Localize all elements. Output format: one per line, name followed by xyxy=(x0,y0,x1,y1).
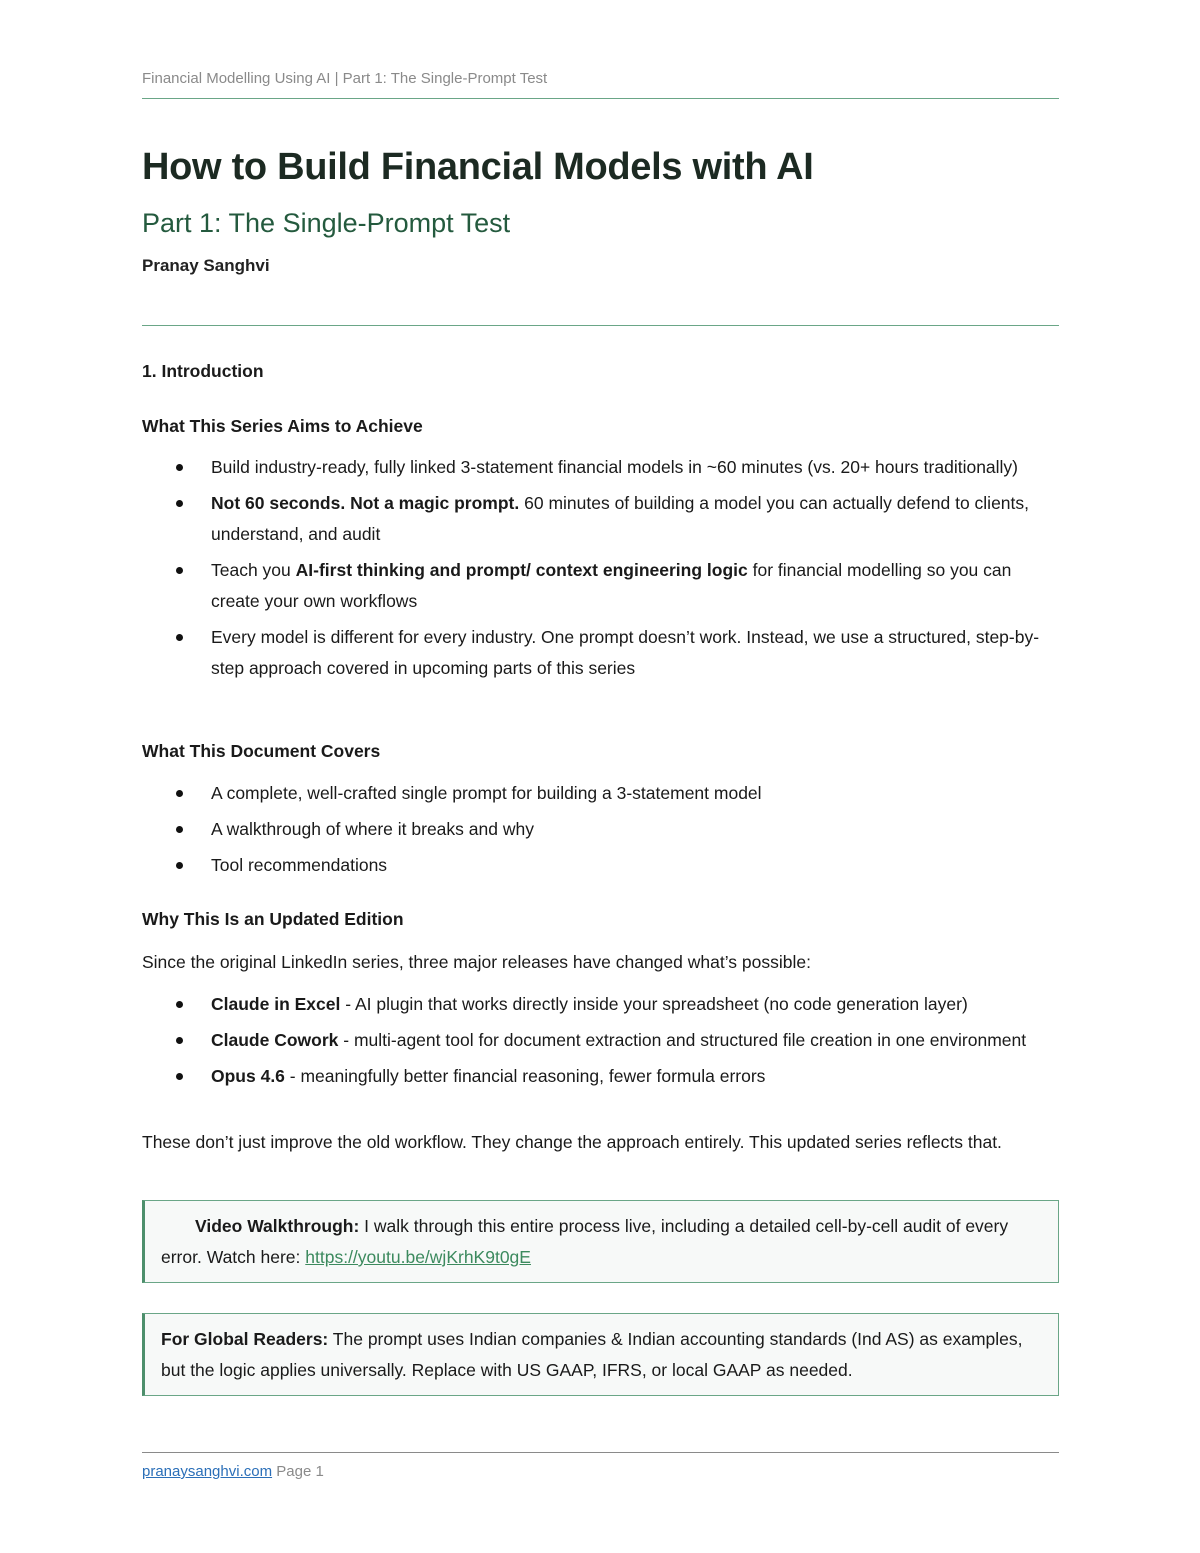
bullet-icon xyxy=(176,1037,183,1044)
bullet-icon xyxy=(176,790,183,797)
video-walkthrough-callout: Video Walkthrough: I walk through this entire process live, including a detailed cell-by-cell audit of every error. Watch here: https://youtu.be/wjKrhK9t0gE xyxy=(142,1200,1059,1283)
header-rule xyxy=(142,98,1059,99)
updated-outro-paragraph: These don’t just improve the old workflow. They change the approach entirely. This updated series reflects that. xyxy=(142,1132,1002,1152)
subheading-document-covers: What This Document Covers xyxy=(142,741,381,761)
list-item: Build industry-ready, fully linked 3-statement financial models in ~60 minutes (vs. 20+ hours traditionally) xyxy=(142,452,1059,483)
running-header: Financial Modelling Using AI | Part 1: The Single-Prompt Test xyxy=(142,70,548,87)
page-number: Page 1 xyxy=(276,1463,324,1480)
site-link[interactable]: pranaysanghvi.com xyxy=(142,1463,273,1480)
document-subtitle: Part 1: The Single-Prompt Test xyxy=(142,208,511,238)
bullet-icon xyxy=(176,634,183,641)
list-item: Opus 4.6 - meaningfully better financial reasoning, fewer formula errors xyxy=(142,1061,1059,1092)
author-name: Pranay Sanghvi xyxy=(142,256,270,275)
list-item: Tool recommendations xyxy=(142,850,1059,881)
section-heading-introduction: 1. Introduction xyxy=(142,361,264,381)
bullet-icon xyxy=(176,567,183,574)
list-item: Claude in Excel - AI plugin that works directly inside your spreadsheet (no code generation layer) xyxy=(142,989,1059,1020)
list-item: Every model is different for every industry. One prompt doesn’t work. Instead, we use a structured, step-by-step approach covered in upcoming parts of this series xyxy=(142,622,1059,684)
video-link[interactable]: https://youtu.be/wjKrhK9t0gE xyxy=(305,1247,531,1267)
document-title: How to Build Financial Models with AI xyxy=(142,146,814,188)
updated-list xyxy=(142,989,1059,1097)
list-item: Claude Cowork - multi-agent tool for document extraction and structured file creation in one environment xyxy=(142,1025,1059,1056)
footer-rule xyxy=(142,1452,1059,1453)
updated-intro-paragraph: Since the original LinkedIn series, three major releases have changed what’s possible: xyxy=(142,952,811,972)
aims-list xyxy=(142,452,1059,689)
list-item: A complete, well-crafted single prompt for building a 3-statement model xyxy=(142,778,1059,809)
bullet-icon xyxy=(176,1073,183,1080)
covers-list xyxy=(142,778,1059,886)
list-item: Not 60 seconds. Not a magic prompt. 60 minutes of building a model you can actually defend to clients, understand, and audit xyxy=(142,488,1059,550)
bullet-icon xyxy=(176,500,183,507)
bullet-icon xyxy=(176,862,183,869)
global-readers-callout: For Global Readers: The prompt uses Indian companies & Indian accounting standards (Ind AS) as examples, but the logic applies universally. Replace with US GAAP, IFRS, or local GAAP as needed. xyxy=(142,1313,1059,1396)
bullet-icon xyxy=(176,1001,183,1008)
list-item: Teach you AI-first thinking and prompt/ context engineering logic for financial modelling so you can create your own workflows xyxy=(142,555,1059,617)
bullet-icon xyxy=(176,826,183,833)
list-item: A walkthrough of where it breaks and why xyxy=(142,814,1059,845)
page-footer xyxy=(142,1463,324,1480)
subheading-series-aims: What This Series Aims to Achieve xyxy=(142,416,423,436)
subheading-updated-edition: Why This Is an Updated Edition xyxy=(142,909,404,929)
title-rule xyxy=(142,325,1059,326)
bullet-icon xyxy=(176,464,183,471)
